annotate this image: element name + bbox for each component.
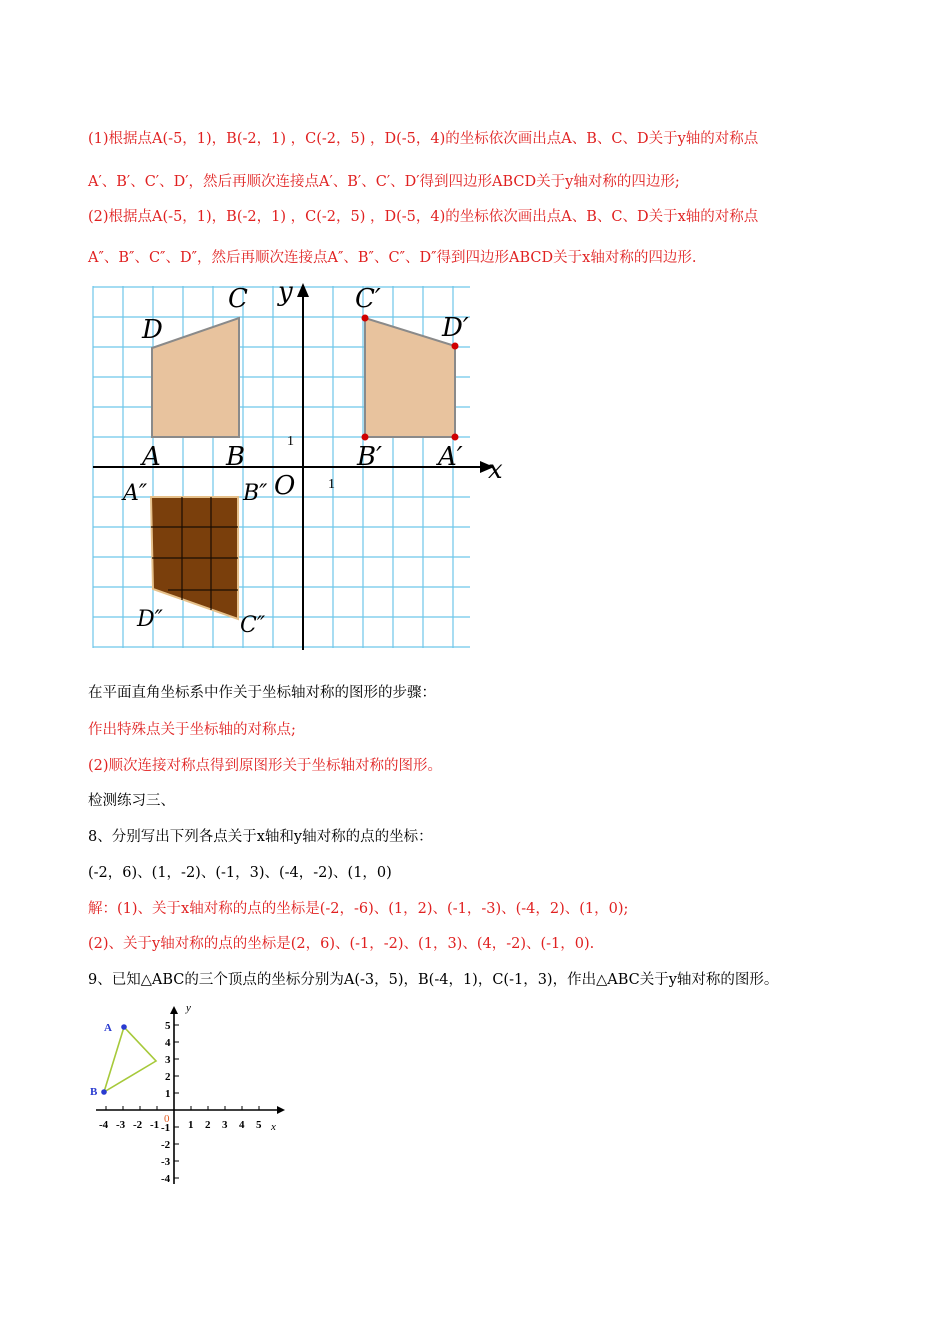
label-point-a: A <box>142 442 161 472</box>
fig2-y-tick-label: 5 <box>165 1020 171 1032</box>
steps-title: 在平面直角坐标系中作关于坐标轴对称的图形的步骤： <box>88 685 436 701</box>
fig2-y-tick-label: -4 <box>161 1173 171 1185</box>
label-point-b-prime: B′ <box>357 442 383 472</box>
fig2-label-x-axis: x <box>271 1121 276 1133</box>
fig2-x-tick-label: -1 <box>150 1119 160 1131</box>
question-8: 8、分别写出下列各点关于x轴和y轴对称的点的坐标： <box>88 829 433 845</box>
fig2-point-b <box>101 1089 107 1095</box>
fig2-y-tick-label: -1 <box>161 1122 171 1134</box>
fig2-label-origin: 0 <box>164 1113 170 1125</box>
label-point-c: C <box>228 284 248 314</box>
label-origin: O <box>274 471 296 501</box>
label-point-a-prime: A′ <box>438 442 463 472</box>
label-tick-y: 1 <box>287 434 294 449</box>
triangle-abc <box>104 1027 156 1092</box>
question-9: 9、已知△ABC的三个顶点的坐标分别为A(-3，5)，B(-4，1)，C(-1，3)，作出△ABC关于y轴对称的图形。 <box>88 972 779 988</box>
fig2-ticks <box>106 1025 259 1178</box>
fig2-x-tick-label: 3 <box>222 1119 228 1131</box>
fig2-x-axis-arrow <box>277 1106 285 1114</box>
fig2-label-a: A <box>104 1022 112 1034</box>
label-tick-x: 1 <box>328 477 335 492</box>
fig2-label-y-axis: y <box>186 1002 191 1014</box>
label-point-d-prime: D′ <box>442 313 469 343</box>
paragraph-line-2: A′、B′、C′、D′，然后再顺次连接点A′、B′、C′、D′得到四边形ABCD关于y轴对称的四边形; <box>88 174 680 190</box>
practice-heading: 检测练习三、 <box>88 793 175 809</box>
fig2-y-tick-label: -3 <box>161 1156 171 1168</box>
fig2-x-tick-label: 1 <box>188 1119 194 1131</box>
fig2-y-tick-label: -2 <box>161 1139 171 1151</box>
question-8-answer-1: 解：(1)、关于x轴对称的点的坐标是(-2，-6)、(1，2)、(-1，-3)、(-4，2)、(1，0); <box>88 901 629 917</box>
fig2-y-tick-label: 1 <box>165 1088 171 1100</box>
label-point-a-double-prime: A″ <box>123 481 148 506</box>
fig2-y-tick-label: 2 <box>165 1071 171 1083</box>
fig2-x-tick-label: -3 <box>116 1119 126 1131</box>
label-x-axis: x <box>488 455 503 485</box>
fig2-x-tick-label: 5 <box>256 1119 262 1131</box>
fig2-x-tick-label: 2 <box>205 1119 211 1131</box>
question-8-points: (-2，6)、(1，-2)、(-1，3)、(-4，-2)、(1，0) <box>88 865 392 881</box>
fig2-x-tick-label: -4 <box>99 1119 109 1131</box>
steps-item-2: (2)顺次连接对称点得到原图形关于坐标轴对称的图形。 <box>88 758 443 774</box>
fig2-x-tick-label: -2 <box>133 1119 143 1131</box>
steps-item-1: 作出特殊点关于坐标轴的对称点; <box>88 722 296 738</box>
fig2-label-b: B <box>90 1086 98 1098</box>
label-point-d-double-prime: D″ <box>137 607 163 632</box>
fig2-x-tick-label: 4 <box>239 1119 245 1131</box>
paragraph-line-3: (2)根据点A(-5，1)，B(-2，1) ，C(-2，5) ，D(-5，4)的坐标依次画出点A、B、C、D关于x轴的对称点 <box>88 209 759 225</box>
label-point-b-double-prime: B″ <box>243 481 268 506</box>
label-point-b: B <box>226 442 246 472</box>
fig2-y-tick-label: 4 <box>165 1037 171 1049</box>
fig2-y-tick-label: 3 <box>165 1054 171 1066</box>
paragraph-line-1: (1)根据点A(-5，1)，B(-2，1) ，C(-2，5) ，D(-5，4)的坐标依次画出点A、B、C、D关于y轴的对称点 <box>88 131 759 147</box>
paragraph-line-4: A″、B″、C″、D″，然后再顺次连接点A″、B″、C″、D″得到四边形ABCD关于x轴对称的四边形. <box>88 250 697 266</box>
fig2-y-axis-arrow <box>170 1006 178 1014</box>
label-y-axis: y <box>278 277 293 307</box>
label-point-c-prime: C′ <box>355 284 381 314</box>
fig2-point-a <box>121 1024 127 1030</box>
label-point-c-double-prime: C″ <box>240 613 266 638</box>
label-point-d: D <box>142 315 163 345</box>
question-8-answer-2: (2)、关于y轴对称的点的坐标是(2，6)、(-1，-2)、(1，3)、(4，-2)、(-1，0). <box>88 936 595 952</box>
